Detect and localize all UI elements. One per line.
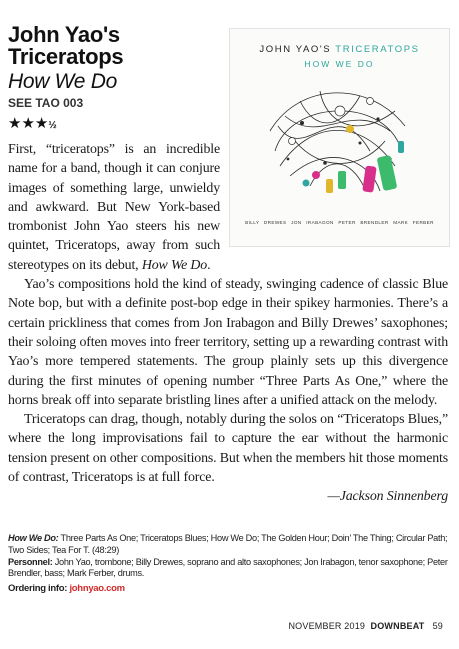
album-title: How We Do: [8, 70, 117, 93]
star-icons: ★★★: [8, 114, 49, 132]
album-title-inline: How We Do: [141, 257, 208, 273]
issue-date: NOVEMBER 2019: [288, 621, 366, 631]
review-title: John Yao's Triceratops: [8, 22, 124, 69]
half-star-label: ½: [48, 120, 57, 131]
cover-musicians: BILLY DREWES JON IRABAGON PETER BRENDLER MARK FERBER: [245, 220, 434, 225]
album-details: [8, 533, 448, 595]
review-body: [8, 140, 448, 507]
cover-float-spacer: [220, 140, 448, 252]
ordering-info: Ordering info: johnyao.com: [8, 583, 125, 595]
review-paragraph-3: Triceratops can drag, though, notably during the solos on “Triceratops Blues,” where the long improvisations fail to capture the ear without the harmonic tension present on other compositions. But when the members hit those moments of contrast, Triceratops is at full force.: [8, 412, 448, 486]
personnel-list: Personnel: John Yao, trombone; Billy Drewes, soprano and alto saxophones; Jon Irabagon, tenor saxophone; Peter Brendler, bass; Mark Ferber, drums.: [8, 556, 448, 579]
catalog-number: SEE TAO 003: [8, 96, 84, 110]
review-paragraph-1: First, “triceratops” is an incredible name for a band, though it can conjure images of something large, unwieldy and awkward. But New York-based trombonist John Yao steers his new quintet, Triceratops, away from such stereotypes on its debut, How We Do.: [8, 142, 220, 273]
cover-title: JOHN YAO'S TRICERATOPS: [259, 44, 420, 55]
page-footer: [288, 621, 443, 631]
page-number: 59: [432, 621, 443, 631]
cover-subtitle: HOW WE DO: [304, 59, 375, 69]
review-paragraph-2: Yao’s compositions hold the kind of steady, swinging cadence of classic Blue Note bop, but with a definite post-bop edge in their spikey harmonies. There’s a certain prickliness that comes from Jon Irabagon and Billy Drewes’ saxophones; their soloing often moves into freer territory, setting up a rewarding contrast with Yao’s more tempered statements. The group plainly sets up this divergence during the first minutes of opening number “Three Parts As One,” where the horns break off into separate bristling lines after a unified attack on the melody.: [8, 277, 448, 408]
ordering-link[interactable]: johnyao.com: [69, 583, 125, 595]
magazine-name: DOWNBEAT: [370, 621, 425, 631]
star-rating: [8, 114, 57, 135]
track-list: How We Do: Three Parts As One; Triceratops Blues; How We Do; The Golden Hour; Doin’ The Thing; Circular Path; Two Sides; Tea For T. (48:29): [8, 533, 448, 555]
review-byline: —Jackson Sinnenberg: [327, 489, 448, 505]
